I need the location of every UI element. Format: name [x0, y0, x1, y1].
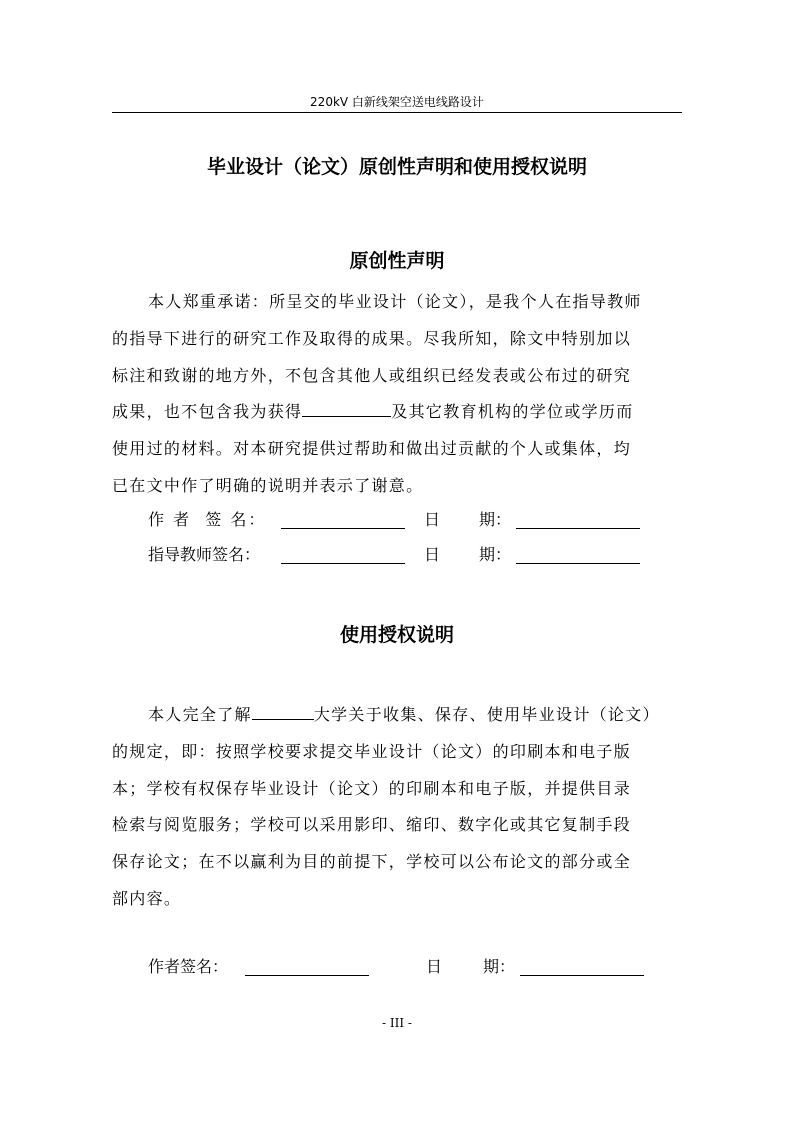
page-number: - III - — [382, 1016, 412, 1030]
degree-blank — [302, 402, 391, 417]
originality-statement — [112, 284, 688, 505]
originality-line-4 — [112, 394, 688, 431]
originality-line-5: 使用过的材料。对本研究提供过帮助和做出过贡献的个人或集体，均 — [112, 439, 632, 459]
authorization-line-1-start: 本人完全了解 — [148, 705, 252, 724]
author-signature-line — [281, 528, 405, 529]
originality-line-1: 本人郑重承诺：所呈交的毕业设计（论文），是我个人在指导教师 — [148, 292, 642, 311]
supervisor-date-char-1: 日 — [424, 545, 441, 564]
authorization-author-line — [245, 975, 369, 976]
authorization-line-2: 的规定，即：按照学校要求提交毕业设计（论文）的印刷本和电子版 — [112, 741, 632, 761]
authorization-date-char-1: 日 — [426, 957, 443, 976]
authorization-line-3: 本；学校有权保存毕业设计（论文）的印刷本和电子版，并提供目录 — [112, 778, 632, 798]
originality-heading: 原创性声明 — [349, 250, 445, 272]
author-date-line — [516, 528, 640, 529]
supervisor-date-line — [516, 563, 640, 564]
author-date-char-1: 日 — [424, 510, 441, 529]
authorization-heading: 使用授权说明 — [339, 624, 454, 646]
originality-line-6: 已在文中作了明确的说明并表示了谢意。 — [112, 475, 424, 495]
supervisor-signature-line — [281, 563, 405, 564]
authorization-line-4: 检索与阅览服务；学校可以采用影印、缩印、数字化或其它复制手段 — [112, 815, 632, 835]
authorization-line-6: 部内容。 — [112, 888, 182, 908]
authorization-line-1-end: 大学关于收集、保存、使用毕业设计（论文） — [313, 705, 660, 724]
author-date-char-2: 期： — [479, 510, 512, 529]
authorization-date-char-2: 期： — [483, 957, 516, 976]
authorization-author-label: 作者签名： — [148, 957, 229, 976]
supervisor-signature-label: 指导教师签名： — [148, 545, 261, 564]
originality-line-2: 的指导下进行的研究工作及取得的成果。尽我所知，除文中特别加以 — [112, 328, 632, 348]
authorization-date-line — [520, 975, 644, 976]
originality-line-3: 标注和致谢的地方外，不包含其他人或组织已经发表或公布过的研究 — [112, 365, 632, 385]
university-blank — [252, 705, 314, 720]
authorization-statement — [112, 697, 688, 918]
authorization-line-5: 保存论文；在不以赢利为目的前提下，学校可以公布论文的部分或全 — [112, 852, 632, 872]
authorization-line-1 — [112, 697, 688, 734]
supervisor-date-char-2: 期： — [479, 545, 512, 564]
document-title: 毕业设计（论文）原创性声明和使用授权说明 — [206, 156, 587, 178]
header-rule — [112, 112, 682, 113]
author-signature-label: 作 者 签 名： — [148, 510, 267, 529]
originality-line-4-start: 成果，也不包含我为获得 — [112, 402, 303, 422]
running-header: 220kV 白新线架空送电线路设计 — [310, 95, 484, 109]
originality-line-4-end: 及其它教育机构的学位或学历而 — [391, 402, 634, 422]
